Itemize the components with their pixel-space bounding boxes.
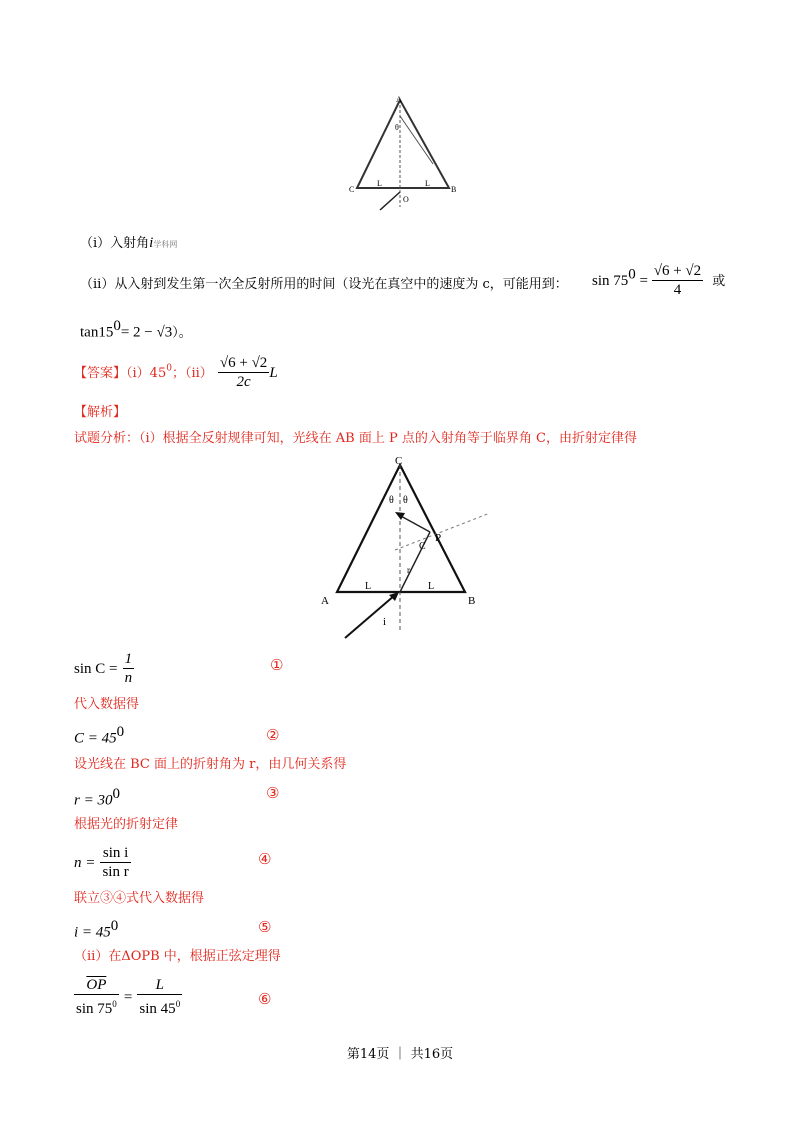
fig1-label-a: A	[396, 95, 402, 104]
fig1-label-o: O	[403, 195, 409, 204]
marker-6: ⑥	[258, 990, 272, 1008]
marker-3: ③	[266, 784, 280, 802]
step-7: n = $\frac{\text{sin i}}{\text{sin r}}$	[74, 845, 129, 880]
fig2-label-c-angle: C	[419, 541, 426, 552]
answer-label: 【答案】	[74, 366, 127, 381]
question-item-ii: （ii）从入射到发生第一次全反射所用的时间（设光在真空中的速度为 c，可能用到：	[80, 277, 568, 292]
figure-prism-1	[345, 92, 460, 212]
answer-line: 【答案】$(i)45^0$；（ii） $\frac{√6 + √2}{2c}$ L	[74, 355, 278, 390]
fig2-label-l2: L	[428, 581, 435, 592]
analysis-label: 【解析】	[74, 405, 127, 420]
watermark-text: 学科网	[153, 240, 178, 249]
step-3: $C = 45^0$	[74, 724, 125, 747]
fig1-label-theta: θ	[395, 123, 399, 132]
step-5: $r = 30^0$	[74, 786, 120, 809]
fig2-label-theta1: θ	[389, 495, 394, 506]
incidence-angle-var: i	[149, 235, 154, 251]
step-2-text: 代入数据得	[74, 697, 140, 712]
step-11: $\frac{\overline{OP}}{\sin 75^0}$ = $\frac{L}{\sin 45^0}$	[76, 977, 181, 1017]
fig1-label-l1: L	[377, 179, 382, 188]
fig1-label-b: B	[451, 185, 457, 194]
step-9: $i = 45^0$	[74, 918, 119, 941]
fig1-label-c: C	[349, 185, 355, 194]
fig2-label-p: P	[435, 532, 442, 544]
fig2-label-b: B	[468, 595, 476, 607]
step-4-text: 设光线在 BC 面上的折射角为 r，由几何关系得	[74, 757, 347, 772]
analysis-intro: 试题分析：（i）根据全反射规律可知，光线在 AB 面上 P 点的入射角等于临界角 C，由折射定律得	[74, 431, 637, 446]
formula-sin75: $\sin 75^0$ = $\frac{√6 + √2}{4}$ 或	[592, 263, 726, 298]
fig2-label-theta2: θ	[403, 495, 408, 506]
fig2-label-a: A	[321, 595, 329, 607]
fig1-label-l2: L	[425, 179, 430, 188]
step-10-text: （ii）在ΔOPB 中，根据正弦定理得	[74, 949, 281, 964]
answer-fraction: $\frac{√6 + √2}{2c}$	[219, 355, 268, 390]
formula-tan15: $\tan 15^0= 2 - √3$）。	[80, 318, 192, 341]
fig2-label-i: i	[383, 616, 387, 628]
step-1: sin C = $\frac{1}{n}$	[74, 651, 133, 686]
fig2-label-c: C	[395, 455, 403, 467]
marker-4: ④	[258, 850, 272, 868]
fig2-label-r: r	[407, 565, 410, 575]
question-item-i: （i）入射角i学科网	[80, 235, 178, 251]
fig2-label-l1: L	[365, 581, 372, 592]
marker-5: ⑤	[258, 918, 272, 936]
figure-prism-2	[315, 455, 500, 645]
marker-1: ①	[270, 656, 284, 674]
marker-2: ②	[266, 726, 280, 744]
step-6-text: 根据光的折射定律	[74, 817, 179, 832]
step-8-text: 联立③④式代入数据得	[74, 891, 205, 906]
page-footer: 第14页 ｜ 共16页	[346, 1047, 454, 1062]
